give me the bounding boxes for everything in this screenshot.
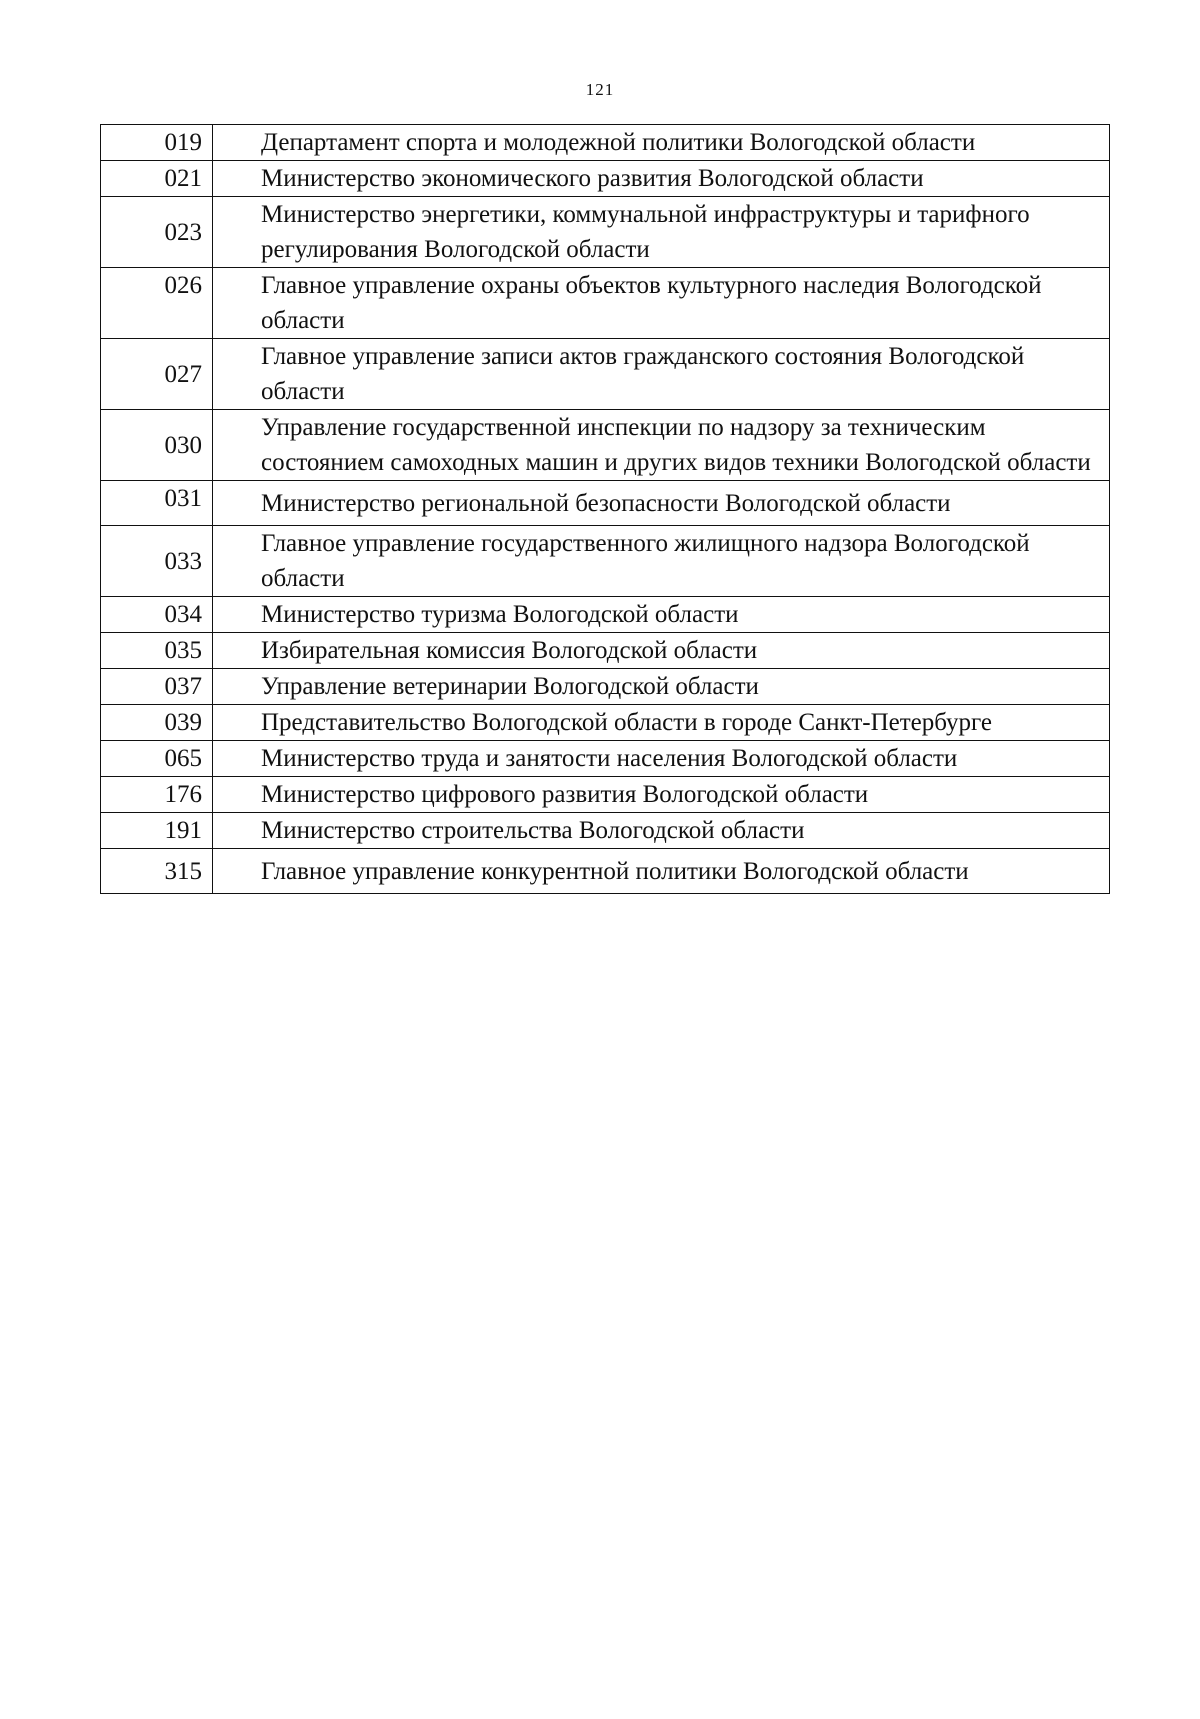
row-code: 033 xyxy=(101,526,213,597)
table-row xyxy=(101,161,1110,197)
row-code: 065 xyxy=(101,741,213,777)
row-name: Департамент спорта и молодежной политики Вологодской области xyxy=(213,125,1110,161)
row-code: 026 xyxy=(101,268,213,339)
row-name: Управление государственной инспекции по надзору за техническим состоянием самоходных машин и других видов техники Вологодской области xyxy=(213,410,1110,481)
table-row xyxy=(101,481,1110,526)
row-name: Министерство строительства Вологодской области xyxy=(213,813,1110,849)
row-code: 027 xyxy=(101,339,213,410)
row-name: Министерство цифрового развития Вологодской области xyxy=(213,777,1110,813)
row-name: Министерство экономического развития Вологодской области xyxy=(213,161,1110,197)
row-code: 030 xyxy=(101,410,213,481)
table-row xyxy=(101,669,1110,705)
row-name: Министерство туризма Вологодской области xyxy=(213,597,1110,633)
table-row xyxy=(101,633,1110,669)
row-code: 039 xyxy=(101,705,213,741)
table-row xyxy=(101,526,1110,597)
table-row xyxy=(101,339,1110,410)
row-code: 023 xyxy=(101,197,213,268)
row-name: Представительство Вологодской области в городе Санкт-Петербурге xyxy=(213,705,1110,741)
row-code: 031 xyxy=(101,481,213,526)
row-code: 019 xyxy=(101,125,213,161)
row-name: Министерство энергетики, коммунальной инфраструктуры и тарифного регулирования Вологодской области xyxy=(213,197,1110,268)
row-name: Министерство труда и занятости населения Вологодской области xyxy=(213,741,1110,777)
page-number: 121 xyxy=(585,80,615,99)
table-row xyxy=(101,125,1110,161)
row-name: Управление ветеринарии Вологодской области xyxy=(213,669,1110,705)
table-row xyxy=(101,410,1110,481)
row-name: Избирательная комиссия Вологодской области xyxy=(213,633,1110,669)
table-row xyxy=(101,705,1110,741)
table-row xyxy=(101,813,1110,849)
row-code: 021 xyxy=(101,161,213,197)
row-name: Министерство региональной безопасности Вологодской области xyxy=(213,481,1110,526)
row-code: 315 xyxy=(101,849,213,894)
row-name: Главное управление государственного жилищного надзора Вологодской области xyxy=(213,526,1110,597)
row-code: 035 xyxy=(101,633,213,669)
table-row xyxy=(101,849,1110,894)
row-code: 034 xyxy=(101,597,213,633)
table-row xyxy=(101,777,1110,813)
row-name: Главное управление охраны объектов культурного наследия Вологодской области xyxy=(213,268,1110,339)
row-name: Главное управление конкурентной политики Вологодской области xyxy=(213,849,1110,894)
row-code: 037 xyxy=(101,669,213,705)
table-row xyxy=(101,268,1110,339)
table-row xyxy=(101,197,1110,268)
row-code: 176 xyxy=(101,777,213,813)
row-code: 191 xyxy=(101,813,213,849)
table-row xyxy=(101,741,1110,777)
row-name: Главное управление записи актов гражданского состояния Вологодской области xyxy=(213,339,1110,410)
table-row xyxy=(101,597,1110,633)
department-codes-table xyxy=(100,124,1110,894)
